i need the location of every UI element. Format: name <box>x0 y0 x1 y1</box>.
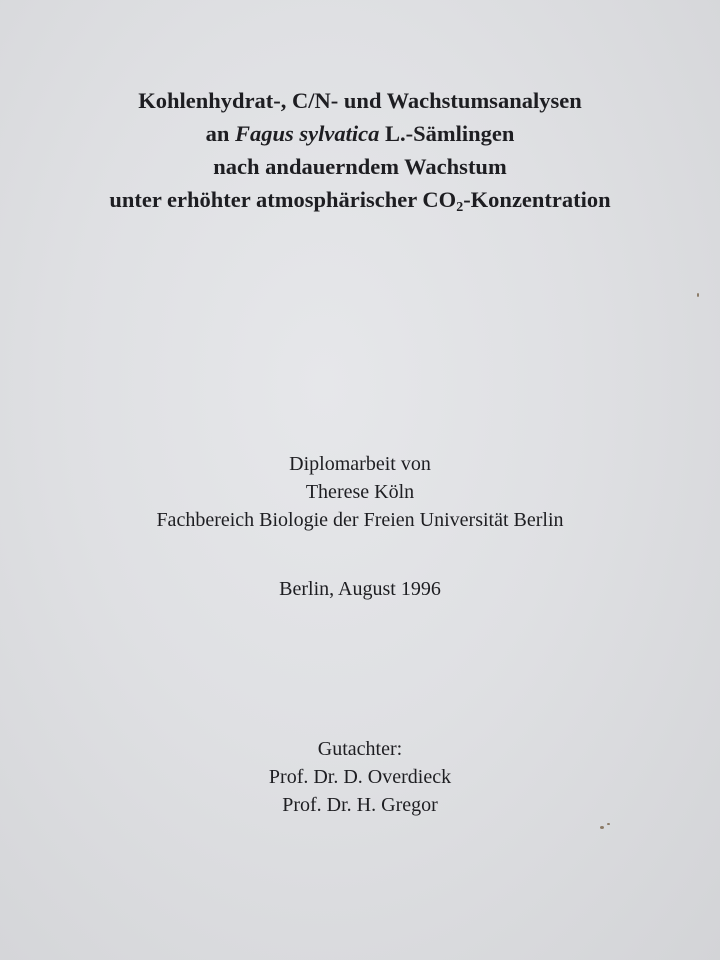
species-name: Fagus sylvatica <box>234 121 380 146</box>
title-line-2-suffix: L.-Sämlingen <box>379 121 515 146</box>
reviewer-2: Prof. Dr. H. Gregor <box>282 794 438 816</box>
paper-speck <box>607 823 610 825</box>
paper-speck <box>697 293 699 297</box>
title-line-4 <box>0 183 720 216</box>
thesis-title <box>0 84 720 216</box>
title-line-2 <box>0 117 720 150</box>
department: Fachbereich Biologie der Freien Universität Berlin <box>156 509 564 531</box>
title-line-2-prefix: an <box>205 121 235 146</box>
co2-subscript: 2 <box>456 200 464 215</box>
reviewer-1: Prof. Dr. D. Overdieck <box>268 766 452 788</box>
thesis-info <box>0 450 720 534</box>
place-date: Berlin, August 1996 <box>279 578 441 600</box>
reviewers-heading: Gutachter: <box>317 738 403 760</box>
title-line-3: nach andauerndem Wachstum <box>213 154 507 179</box>
reviewers <box>0 735 720 819</box>
thesis-type: Diplomarbeit von <box>289 453 431 475</box>
paper-speck <box>600 826 604 829</box>
title-line-4-prefix: unter erhöhter atmosphärischer CO <box>109 187 457 212</box>
title-line-1: Kohlenhydrat-, C/N- und Wachstumsanalysen <box>138 88 582 113</box>
author-name: Therese Köln <box>305 481 415 503</box>
title-line-4-suffix: -Konzentration <box>463 187 611 212</box>
